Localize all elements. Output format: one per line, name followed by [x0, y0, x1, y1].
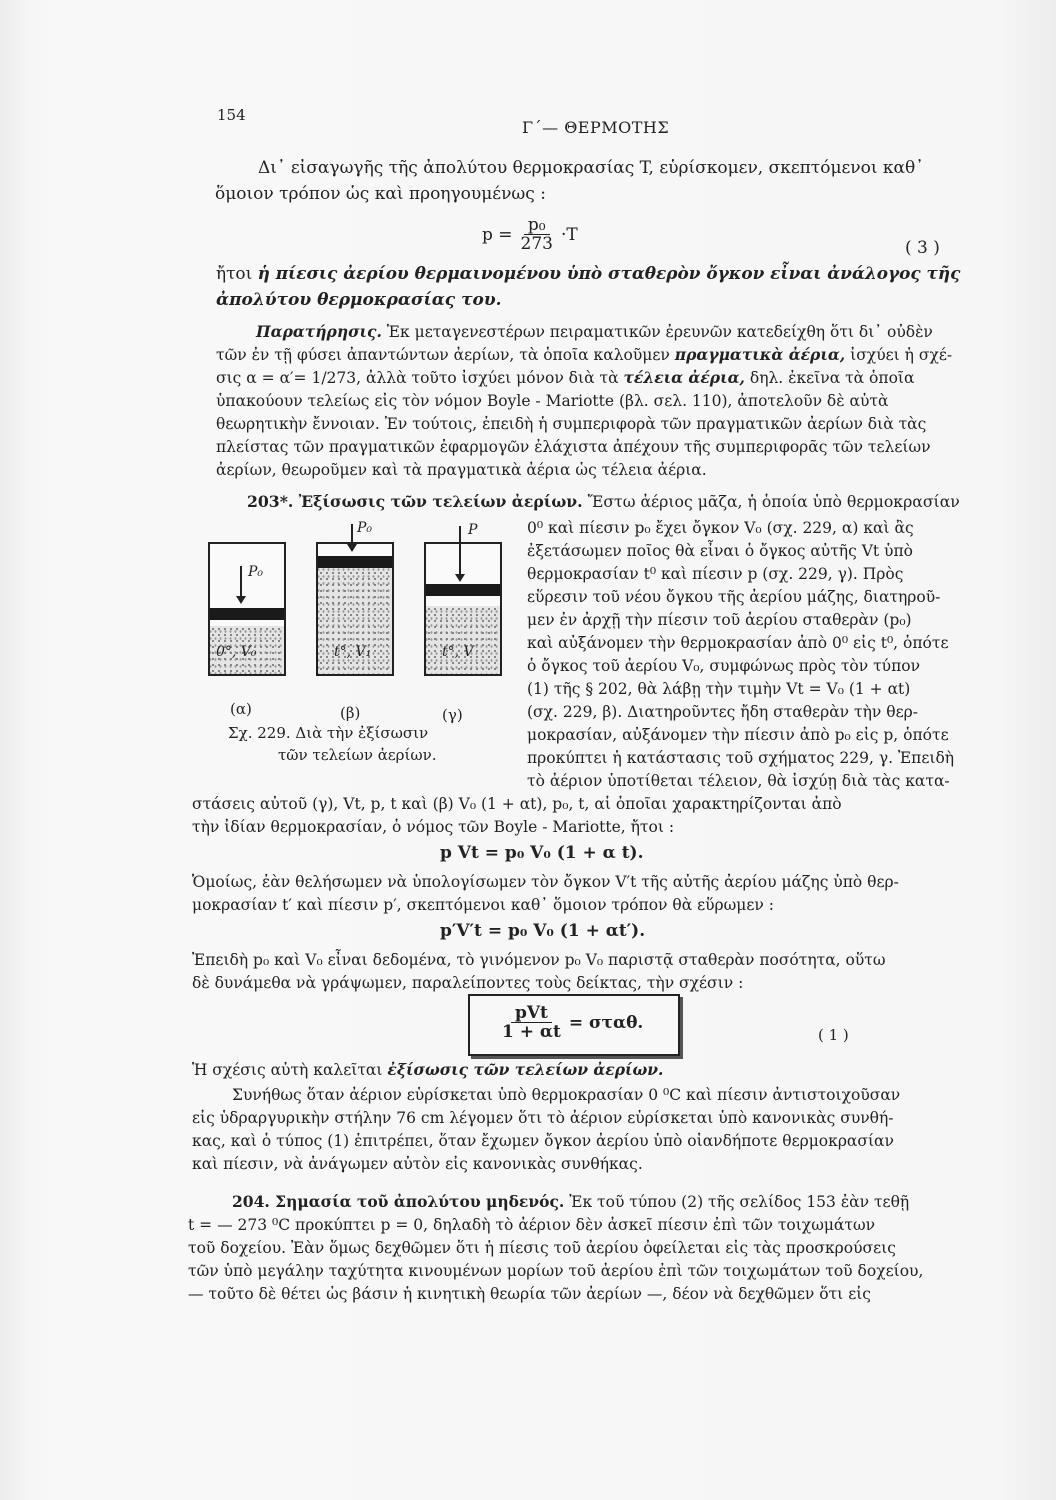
- section-203-right-2: ἐξετάσωμεν ποῖος θὰ εἶναι ὁ ὄγκος αὐτῆς Vt ὑπὸ: [527, 542, 913, 560]
- vessel-c: [424, 542, 502, 676]
- boxed-equation-content: [494, 1004, 643, 1041]
- figure-caption-1: Σχ. 229. Διὰ τὴν ἐξίσωσιν: [228, 724, 429, 742]
- remark-line-6: πλείστας τῶν πραγματικῶν ἐφαρμογῶν ἐλάχιστα ἀπέχουν τῆς συμπεριφορᾶς τῶν τελείων: [216, 438, 931, 456]
- section-203-text-7a: Ἡ σχέσις αὐτὴ καλεῖται: [192, 1061, 383, 1079]
- page-number: 154: [217, 106, 246, 124]
- eq3-rhs: ·T: [560, 224, 578, 245]
- pressure-arrow-c: [459, 526, 461, 576]
- law-text-1: ἡ πίεσις ἀερίου θερμαινομένου ὑπὸ σταθερὸν ὄγκον εἶναι ἀνάλογος τῆς: [257, 264, 961, 284]
- section-203-full-1: στάσεις αὐτοῦ (γ), Vt, p, t καὶ (β) V₀ (1 + αt), p₀, t, αἱ ὁποῖαι χαρακτηρίζονται ἀπὸ: [192, 795, 842, 813]
- section-204-line-5: — τοῦτο δὲ θέτει ὡς βάσιν ἡ κινητικὴ θεωρία τῶν ἀερίων —, δέον νὰ δεχθῶμεν ὅτι εἰς: [188, 1285, 871, 1303]
- intro-line-2: ὅμοιον τρόπον ὡς καὶ προηγουμένως :: [215, 184, 546, 204]
- eq3-number: ( 3 ): [905, 238, 940, 258]
- label-b: (β): [340, 704, 361, 722]
- section-203-right-8: (1) τῆς § 202, θὰ λάβῃ τὴν τιμὴν Vt = V₀ (1 + αt): [527, 680, 911, 698]
- section-203-text-7b: ἐξίσωσις τῶν τελείων ἀερίων.: [387, 1060, 664, 1079]
- section-204-line-4: τῶν ὑπὸ μεγάλην ταχύτητα κινουμένων μορίων τοῦ ἀερίου ἐπὶ τῶν τοιχωμάτων τοῦ δοχείου,: [188, 1262, 924, 1280]
- section-203-right-10: μοκρασίαν, αὐξάνομεν τὴν πίεσιν ἀπὸ p₀ εἰς p, ὁπότε: [527, 726, 949, 744]
- remark-text-2c: ἰσχύει ἡ σχέ-: [850, 346, 953, 364]
- volume-label-a: 0°, V₀: [216, 644, 257, 660]
- boxed-denominator: 1 + αt: [502, 1022, 561, 1042]
- law-line-2: ἀπολύτου θερμοκρασίας του.: [216, 290, 502, 310]
- section-203-text-1: Ἔστω ἀέριος μᾶζα, ἡ ὁποία ὑπὸ θερμοκρασίαν: [587, 492, 960, 511]
- section-203-full-7: [192, 1060, 663, 1080]
- law-line-1: [216, 264, 960, 284]
- section-204-line-1: [232, 1192, 909, 1212]
- pressure-label-c: P: [468, 522, 478, 538]
- section-203-right-9: (σχ. 229, β). Διατηροῦντες ἤδη σταθερὰν τὴν θερ-: [527, 703, 918, 721]
- remark-text-3c: δηλ. ἐκεῖνα τὰ ὁποῖα: [749, 369, 915, 387]
- section-203-right-3: θερμοκρασίαν t⁰ καὶ πίεσιν p (σχ. 229, γ). Πρὸς: [527, 565, 904, 583]
- section-203-right-5: μεν ἐν ἀρχῇ τὴν πίεσιν τοῦ ἀερίου σταθερὰν (p₀): [527, 611, 912, 629]
- pressure-label-a: P₀: [248, 564, 264, 580]
- section-203-line-1: [247, 492, 960, 512]
- section-203-full-11: καὶ πίεσιν, νὰ ἀνάγωμεν αὐτὸν εἰς κανονικὰς συνθήκας.: [192, 1155, 643, 1173]
- boxed-equation-number: ( 1 ): [818, 1026, 849, 1044]
- figure-229: [200, 520, 500, 770]
- section-203-right-12: τὸ ἀέριον ὑποτίθεται τέλειον, θὰ ἰσχύῃ διὰ τὰς κατα-: [527, 772, 950, 790]
- figure-caption-2: τῶν τελείων ἀερίων.: [278, 746, 437, 764]
- section-203-right-11: προκύπτει ἡ κατάστασις τοῦ σχήματος 229, γ. Ἐπειδὴ: [527, 749, 955, 767]
- boxed-numerator: pVt: [511, 1004, 552, 1023]
- pressure-arrow-b: [351, 524, 353, 546]
- piston-c: [426, 584, 500, 596]
- piston-b: [318, 556, 392, 568]
- remark-line-5: θεωρητικὴν ἔννοιαν. Ἐν τούτοις, ἐπειδὴ ἡ συμπεριφορὰ τῶν πραγματικῶν ἀερίων διὰ τὰς: [216, 415, 927, 433]
- remark-text-1: Ἐκ μεταγενεστέρων πειραματικῶν ἐρευνῶν κατεδείχθη ὅτι δι᾽ οὐδὲν: [386, 323, 933, 341]
- label-c: (γ): [442, 706, 463, 724]
- law-prefix: ἤτοι: [216, 264, 253, 284]
- remark-text-2b: πραγματικὰ ἀέρια,: [674, 345, 846, 364]
- section-203-full-8: Συνήθως ὅταν ἀέριον εὑρίσκεται ὑπὸ θερμοκρασίαν 0 ⁰C καὶ πίεσιν ἀντιστοιχοῦσαν: [232, 1086, 901, 1104]
- eq3-fraction: [517, 216, 557, 253]
- section-204-heading: 204. Σημασία τοῦ ἀπολύτου μηδενός.: [232, 1192, 565, 1211]
- remark-line-1: [256, 322, 933, 342]
- remark-line-3: [216, 368, 914, 388]
- volume-label-b: t°, V₁: [334, 644, 372, 660]
- section-204-line-3: τοῦ δοχείου. Ἐὰν ὅμως δεχθῶμεν ὅτι ἡ πίεσις τοῦ ἀερίου ὀφείλεται εἰς τὰς προσκρούσεις: [188, 1239, 896, 1257]
- label-a: (α): [230, 700, 252, 718]
- vessel-a: [208, 542, 286, 676]
- boxed-fraction: [498, 1004, 565, 1041]
- section-203-full-4: μοκρασίαν t′ καὶ πίεσιν p′, σκεπτόμενοι καθ᾽ ὅμοιον τρόπον θὰ εὕρωμεν :: [192, 896, 774, 914]
- section-203-right-7: ὁ ὄγκος τοῦ ἀερίου V₀, συμφώνως πρὸς τὸν τύπον: [527, 657, 921, 675]
- remark-line-2: [216, 345, 952, 365]
- intro-line-1: Δι᾽ εἰσαγωγῆς τῆς ἀπολύτου θερμοκρασίας T, εὑρίσκομεν, σκεπτόμενοι καθ᾽: [258, 158, 924, 178]
- equation-boyle-2: p′V′t = p₀ V₀ (1 + αt′).: [440, 921, 646, 941]
- section-203-heading: 203*. Ἐξίσωσις τῶν τελείων ἀερίων.: [247, 492, 583, 511]
- section-203-full-2: τὴν ἰδίαν θερμοκρασίαν, ὁ νόμος τῶν Boyle - Mariotte, ἤτοι :: [192, 818, 675, 836]
- eq3-numerator: p₀: [524, 216, 550, 235]
- remark-text-3a: σις α = α′= 1/273, ἀλλὰ τοῦτο ἰσχύει μόνον διὰ τὰ: [216, 369, 619, 387]
- remark-label: Παρατήρησις.: [256, 322, 382, 341]
- remark-line-7: ἀερίων, θεωροῦμεν καὶ τὰ πραγματικὰ ἀέρια ὡς τέλεια ἀέρια.: [216, 461, 707, 479]
- running-title: Γ΄— ΘΕΡΜΟΤΗΣ: [522, 118, 670, 137]
- pressure-arrow-a: [240, 566, 242, 598]
- eq3-denominator: 273: [520, 234, 553, 254]
- remark-text-3b: τέλεια ἀέρια,: [623, 368, 745, 387]
- section-203-right-1: 0⁰ καὶ πίεσιν p₀ ἔχει ὄγκον V₀ (σχ. 229, α) καὶ ἂς: [527, 519, 914, 537]
- volume-label-c: t°, V: [442, 644, 474, 660]
- section-203-full-6: δὲ δυνάμεθα νὰ γράψωμεν, παραλείποντες τοὺς δείκτας, τὴν σχέσιν :: [192, 974, 744, 992]
- remark-line-4: ὑπακούουν τελείως εἰς τὸν νόμον Boyle - Mariotte (βλ. σελ. 110), ἀποτελοῦν δὲ αὐτὰ: [216, 392, 889, 410]
- remark-text-2a: τῶν ἐν τῇ φύσει ἀπαντώντων ἀερίων, τὰ ὁποῖα καλοῦμεν: [216, 346, 670, 364]
- section-204-line-2: t = — 273 ⁰C προκύπτει p = 0, δηλαδὴ τὸ ἀέριον δὲν ἀσκεῖ πίεσιν ἐπὶ τῶν τοιχωμάτων: [188, 1216, 876, 1234]
- equation-boyle-1: p Vt = p₀ V₀ (1 + α t).: [440, 843, 644, 863]
- pressure-label-b: P₀: [357, 520, 373, 536]
- equation-3: [482, 216, 578, 253]
- boxed-rhs: = σταθ.: [568, 1012, 644, 1033]
- section-203-full-9: εἰς ὑδραργυρικὴν στήλην 76 cm λέγομεν ὅτι τὸ ἀέριον εὑρίσκεται ὑπὸ κανονικὰς συνθή-: [192, 1109, 894, 1127]
- section-203-right-4: εὕρεσιν τοῦ νέου ὄγκου τῆς ἀερίου μάζης, διατηροῦ-: [527, 588, 941, 606]
- boxed-gas-equation: [468, 994, 680, 1056]
- vessel-b: [316, 542, 394, 676]
- section-203-full-5: Ἐπειδὴ p₀ καὶ V₀ εἶναι δεδομένα, τὸ γινόμενον p₀ V₀ παριστᾷ σταθερὰν ποσότητα, οὕτω: [192, 951, 886, 969]
- gas-c: [426, 606, 500, 674]
- piston-a: [210, 608, 284, 620]
- section-203-right-6: καὶ αὐξάνομεν τὴν θερμοκρασίαν ἀπὸ 0⁰ εἰς t⁰, ὁπότε: [527, 634, 949, 652]
- section-203-full-3: Ὁμοίως, ἐὰν θελήσωμεν νὰ ὑπολογίσωμεν τὸν ὄγκον V′t τῆς αὐτῆς ἀερίου μάζης ὑπὸ θερ-: [192, 873, 899, 891]
- eq3-lhs: p =: [482, 224, 513, 245]
- section-203-full-10: κας, καὶ ὁ τύπος (1) ἐπιτρέπει, ὅταν ἔχωμεν ὄγκον ἀερίου ὑπὸ οἱανδήποτε θερμοκρασίαν: [192, 1132, 894, 1150]
- section-204-text-1: Ἐκ τοῦ τύπου (2) τῆς σελίδος 153 ἐὰν τεθῇ: [569, 1193, 910, 1211]
